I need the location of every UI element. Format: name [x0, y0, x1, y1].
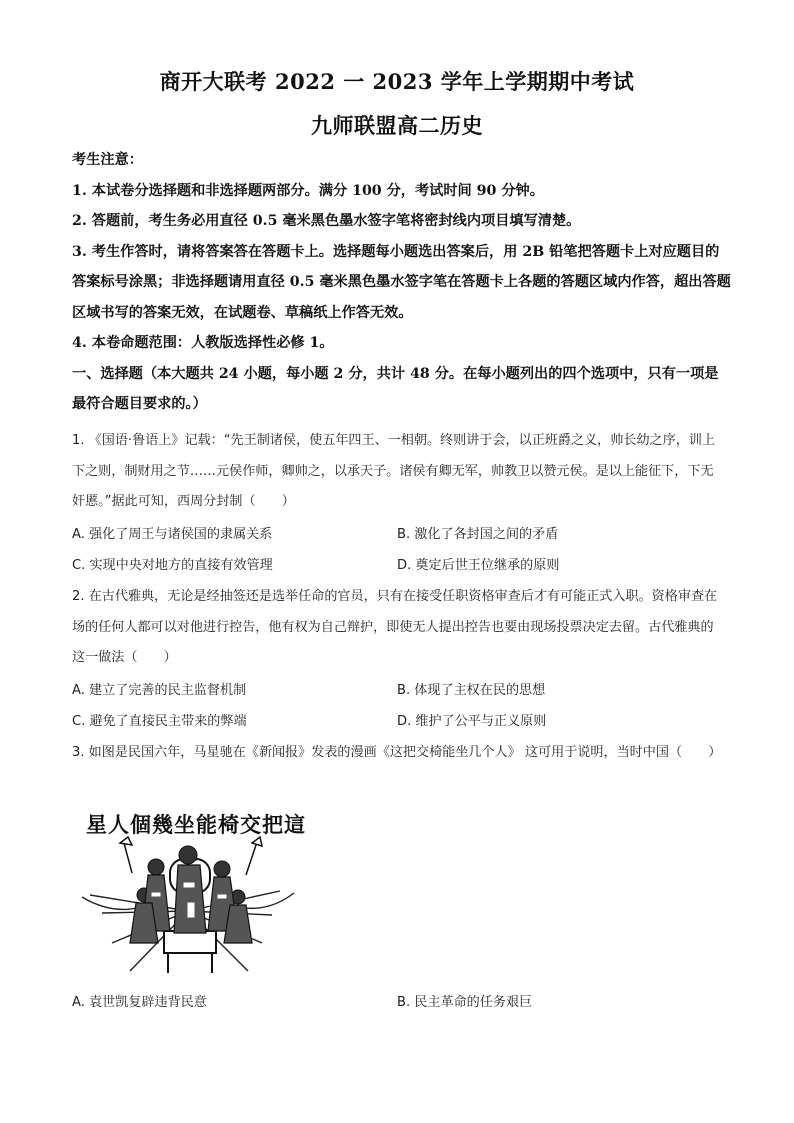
question-3-stem: 3. 如图是民国六年，马星驰在《新闻报》发表的漫画《这把交椅能坐几个人》 这可用于说明，当时中国（ ）: [72, 745, 722, 760]
option-c: C. 实现中央对地方的直接有效管理: [72, 558, 273, 573]
exam-subject-title: 九师联盟高二历史: [311, 113, 483, 138]
cartoon-caption: 星人個幾坐能椅交把這: [86, 812, 306, 837]
option-a: A. 袁世凯复辟违背民意: [72, 995, 207, 1010]
notice-item: 1. 本试卷分选择题和非选择题两部分。满分 100 分，考试时间 90 分钟。: [72, 182, 544, 199]
notice-item: 2. 答题前，考生务必用直径 0.5 毫米黑色墨水签字笔将密封线内项目填写清楚。: [72, 213, 581, 229]
question-stem: [72, 582, 722, 674]
option-b: B. 激化了各封国之间的矛盾: [397, 527, 559, 542]
question-1-options: [72, 519, 732, 581]
option-b: B. 体现了主权在民的思想: [397, 683, 546, 698]
notice-item: 3. 考生作答时，请将答案答在答题卡上。选择题每小题选出答案后，用 2B 铅笔把答题卡上对应题目的答案标号涂黑；非选择题请用直径 0.5 毫米黑色墨水签字笔在答题卡上各题的答题区域内作答，超出答题区域书写的答案无效，在试题卷、草稿纸上作答无效。: [72, 243, 731, 321]
question-2-options: [72, 675, 732, 737]
question-stem: [72, 738, 722, 769]
section-heading: 一、选择题（本大题共 24 小题，每小题 2 分，共计 48 分。在每小题列出的四个选项中，只有一项是最符合题目要求的。）: [72, 365, 719, 412]
exam-title: 商开大联考 2022 一 2023 学年上学期期中考试: [159, 69, 635, 94]
notice-item: 4. 本卷命题范围：人教版选择性必修 1。: [72, 335, 334, 351]
option-d: D. 维护了公平与正义原则: [397, 714, 547, 729]
notice-heading: 考生注意：: [72, 152, 143, 168]
question-3-options: [72, 987, 732, 1018]
question-1-stem: 1. 《国语·鲁语上》记载：“先王制诸侯，使五年四王、一相朝。终则讲于会，以正班爵之义，帅长幼之序，训上下之则，制财用之节……元侯作师，卿帅之，以承天子。诸侯有卿无军，帅教卫以赞元侯。是以上能征下，下无奸慝。”据此可知，西周分封制（ ）: [72, 433, 716, 509]
option-a: A. 强化了周王与诸侯国的隶属关系: [72, 527, 273, 542]
question-stem: [72, 426, 722, 518]
option-d: D. 奠定后世王位继承的原则: [397, 558, 560, 573]
option-c: C. 避免了直接民主带来的弊端: [72, 714, 247, 729]
notice-block: [72, 145, 732, 420]
cartoon-image: [72, 803, 304, 983]
option-a: A. 建立了完善的民主监督机制: [72, 683, 247, 698]
question-2-stem: 2. 在古代雅典，无论是经抽签还是选举任命的官员，只有在接受任职资格审查后才有可能正式入职。资格审查在场的任何人都可以对他进行控告，他有权为自己辩护，即使无人提出控告也要由现场投票决定去留。古代雅典的这一做法（ ）: [72, 589, 718, 665]
option-b: B. 民主革命的任务艰巨: [397, 995, 533, 1010]
